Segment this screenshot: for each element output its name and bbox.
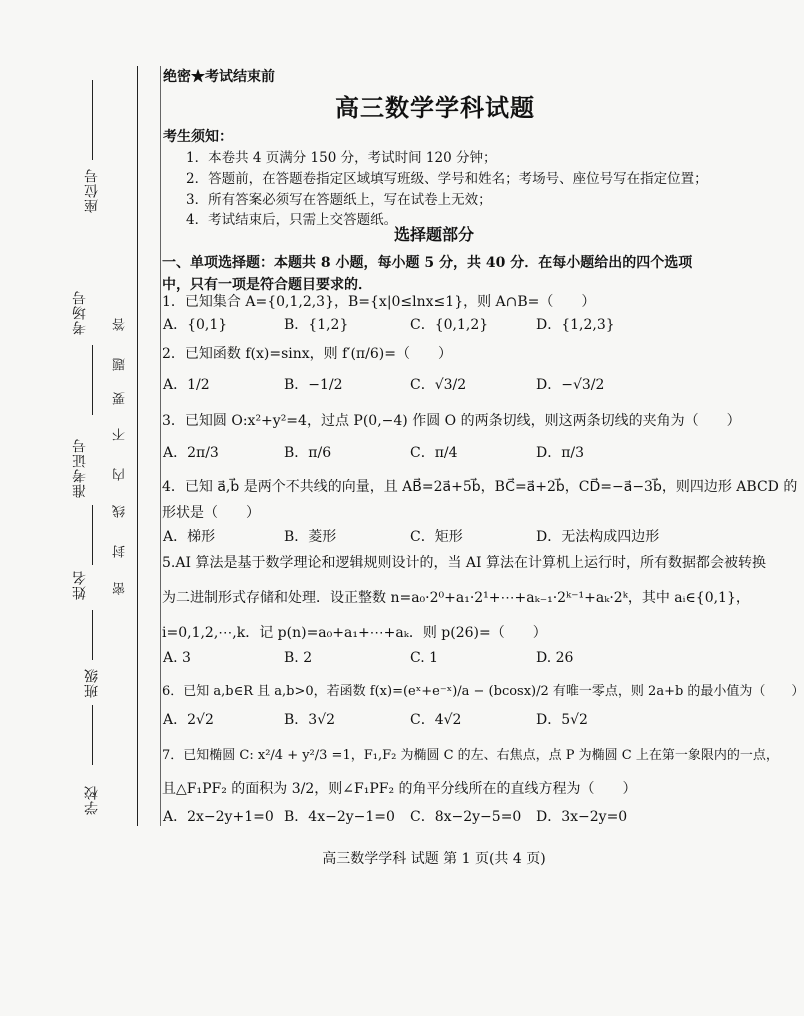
option: B．−1/2	[284, 377, 343, 393]
question-stem: 1．已知集合 A={0,1,2,3}，B={x|0≤lnx≤1}，则 A∩B=（ ）	[162, 294, 596, 310]
option: D. 26	[536, 650, 574, 666]
school-label: 学校	[84, 785, 100, 815]
notice-item: 1．本卷共 4 页满分 150 分，考试时间 120 分钟；	[186, 150, 497, 166]
option: C. 1	[410, 650, 439, 666]
confidential-mark: 绝密★考试结束前	[163, 69, 275, 85]
page-footer: 高三数学学科 试题 第 1 页(共 4 页)	[322, 851, 546, 867]
exam-id-line	[92, 505, 93, 565]
option: D．{1,2,3}	[536, 317, 615, 333]
options-row	[160, 314, 708, 340]
option: B．菱形	[284, 529, 337, 545]
option: A. 3	[163, 650, 191, 666]
room-number-label: 考场号	[72, 290, 88, 335]
option: B．π/6	[284, 445, 332, 461]
option: A．2√2	[163, 712, 214, 728]
options-row	[160, 442, 708, 468]
warning-char: 题	[113, 358, 128, 371]
notice-item: 4．考试结束后，只需上交答题纸。	[186, 212, 398, 228]
options-row	[160, 709, 708, 735]
name-line	[92, 610, 93, 660]
option: B. 2	[284, 650, 313, 666]
question-stem: 2．已知函数 f(x)=sinx，则 f′(π/6)=（ ）	[162, 346, 452, 362]
option: C．8x−2y−5=0	[410, 809, 522, 825]
warning-char: 封	[113, 545, 128, 558]
seat-number-label: 座位号	[84, 168, 100, 213]
notice-item: 2．答题前，在答题卷指定区域填写班级、学号和姓名；考场号、座位号写在指定位置；	[186, 171, 708, 187]
option: A．梯形	[163, 529, 216, 545]
class-line	[92, 705, 93, 765]
notice-heading: 考生须知：	[163, 129, 233, 145]
question-stem-continued: 形状是（ ）	[162, 505, 260, 521]
section-title: 选择题部分	[393, 225, 474, 244]
question-stem: 7．已知椭圆 C: x²/4 + y²/3 =1，F₁,F₂ 为椭圆 C 的左、右焦点，点 P 为椭圆 C 上在第一象限内的一点，	[162, 748, 779, 763]
option: B．{1,2}	[284, 317, 349, 333]
name-label: 姓名	[72, 570, 88, 600]
option: D．−√3/2	[536, 377, 605, 393]
option: C．π/4	[410, 445, 458, 461]
option: C．{0,1,2}	[410, 317, 489, 333]
option: A．{0,1}	[163, 317, 228, 333]
question-stem-continued: i=0,1,2,⋯,k．记 p(n)=a₀+a₁+⋯+aₖ．则 p(26)=（ ）	[162, 625, 547, 641]
warning-char: 要	[113, 392, 128, 405]
warning-char: 内	[113, 468, 128, 481]
options-row	[160, 526, 708, 552]
exam-title: 高三数学学科试题	[335, 93, 535, 122]
options-row	[160, 374, 708, 400]
option: C．矩形	[410, 529, 463, 545]
binding-line-outer	[137, 66, 138, 826]
warning-char: 不	[113, 428, 128, 441]
warning-char: 线	[113, 505, 128, 518]
option: A．2π/3	[163, 445, 219, 461]
question-stem: 3．已知圆 O:x²+y²=4，过点 P(0,−4) 作圆 O 的两条切线，则这两条切线的夹角为（ ）	[162, 413, 741, 429]
option: D．3x−2y=0	[536, 809, 628, 825]
part-heading: 一、单项选择题：本题共 8 小题，每小题 5 分，共 40 分．在每小题给出的四个选项中，只有一项是符合题目要求的．	[162, 255, 693, 293]
option: D．5√2	[536, 712, 588, 728]
class-label: 班级	[84, 668, 100, 698]
option: C．√3/2	[410, 377, 467, 393]
exam-id-label: 准考证号	[72, 438, 88, 498]
warning-char: 答	[113, 318, 128, 331]
option: D．无法构成四边形	[536, 529, 660, 545]
question-stem: 5.AI 算法是基于数学理论和逻辑规则设计的，当 AI 算法在计算机上运行时，所有数据都会被转换	[162, 555, 766, 571]
option: D．π/3	[536, 445, 585, 461]
options-row	[160, 650, 708, 676]
option: A．2x−2y+1=0	[163, 809, 274, 825]
option: C．4√2	[410, 712, 462, 728]
notice-item: 3．所有答案必须写在答题纸上，写在试卷上无效；	[186, 192, 492, 208]
question-stem-continued: 为二进制形式存储和处理．设正整数 n=a₀·2⁰+a₁·2¹+⋯+aₖ₋₁·2ᵏ⁻¹+aₖ·2ᵏ，其中 aᵢ∈{0,1}，	[162, 590, 750, 606]
options-row	[160, 806, 708, 832]
option: A．1/2	[163, 377, 210, 393]
option: B．4x−2y−1=0	[284, 809, 395, 825]
warning-char: 密	[113, 582, 128, 595]
question-stem: 4．已知 a⃗,b⃗ 是两个不共线的向量，且 AB⃗=2a⃗+5b⃗，BC⃗=a⃗+2b⃗，CD⃗=−a⃗−3b⃗，则四边形 ABCD 的	[162, 479, 798, 495]
room-number-line	[92, 345, 93, 415]
question-stem: 6．已知 a,b∈R 且 a,b>0，若函数 f(x)=(eˣ+e⁻ˣ)/a − (bcosx)/2 有唯一零点，则 2a+b 的最小值为（ ）	[162, 684, 804, 699]
option: B．3√2	[284, 712, 336, 728]
question-stem-continued: 且△F₁PF₂ 的面积为 3/2，则∠F₁PF₂ 的角平分线所在的直线方程为（ ）	[162, 781, 637, 797]
